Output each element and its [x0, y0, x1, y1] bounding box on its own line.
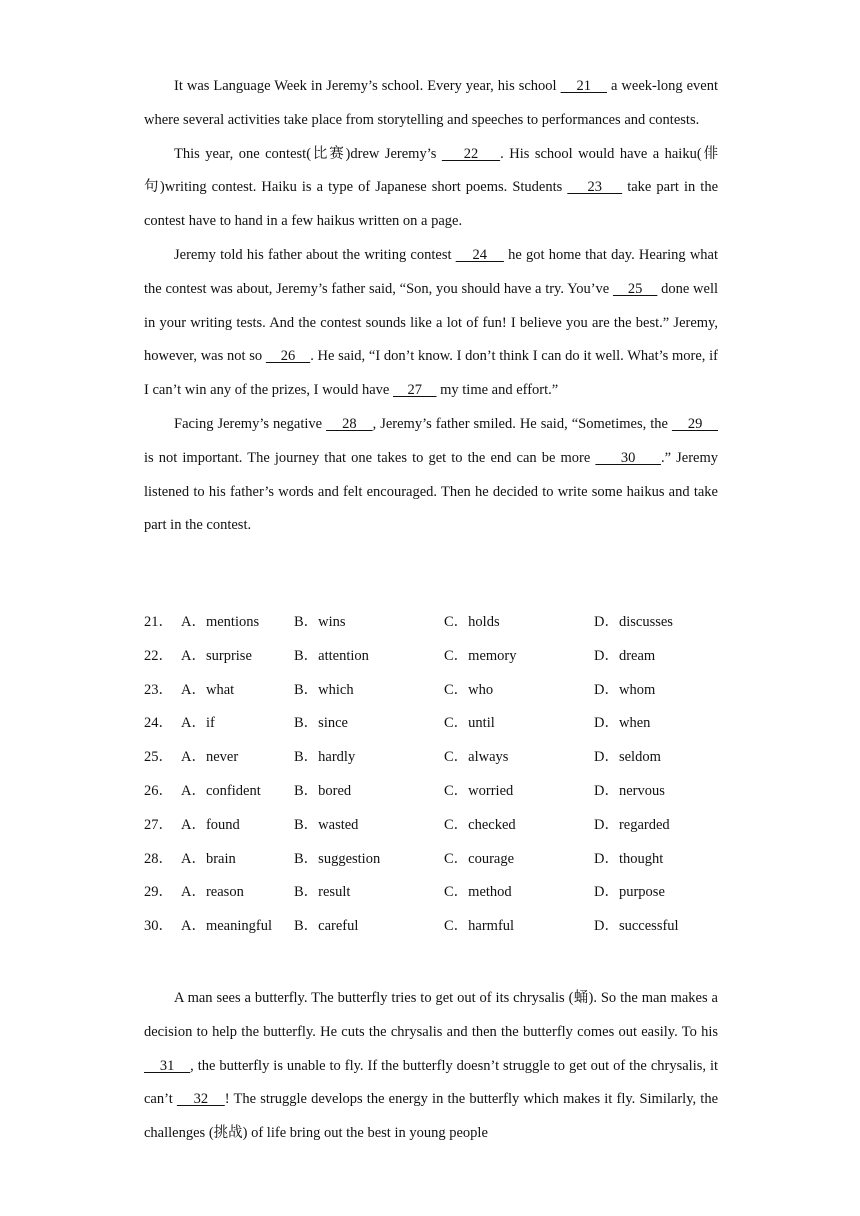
- passage-text: . His school would have a haiku(俳句)writing contest. Haiku is a type of Japanese short poems. Students: [144, 145, 719, 196]
- question-number: 28．: [144, 850, 173, 867]
- passage-text: my time and effort.”: [436, 382, 559, 399]
- option-a: A．confident: [181, 782, 261, 799]
- option-b: B．since: [294, 715, 348, 732]
- question-number: 23．: [144, 681, 173, 698]
- question-number: 29．: [144, 884, 173, 901]
- question-row: [144, 809, 718, 843]
- question-row: [144, 910, 718, 944]
- answer-blank: 22: [441, 145, 501, 162]
- option-d: D．thought: [594, 850, 664, 867]
- option-b: B．suggestion: [294, 850, 381, 867]
- option-c: C．checked: [444, 816, 516, 833]
- option-b: B．careful: [294, 918, 359, 935]
- option-d: D．regarded: [594, 816, 670, 833]
- option-c: C．harmful: [444, 918, 515, 935]
- answer-blank: 31: [144, 1057, 191, 1074]
- passage-text: Jeremy told his father about the writing contest: [174, 246, 456, 263]
- question-row: [144, 674, 718, 708]
- option-b: B．wasted: [294, 816, 359, 833]
- option-d: D．seldom: [594, 749, 661, 766]
- option-c: C．method: [444, 884, 512, 901]
- passage-text: It was Language Week in Jeremy’s school. Every year, his school: [174, 78, 561, 94]
- passage2-paragraph: [144, 982, 718, 1151]
- option-a: A．if: [181, 715, 215, 732]
- option-c: C．holds: [444, 614, 500, 630]
- passage1-paragraph: [144, 70, 718, 138]
- option-d: D．purpose: [594, 884, 665, 901]
- option-b: B．result: [294, 884, 351, 901]
- option-d: D．whom: [594, 681, 656, 698]
- passage-text: a week-long event where several activities take place from storytelling and speeches to performances and contests.: [144, 78, 719, 128]
- option-a: A．mentions: [181, 614, 260, 630]
- option-d: D．successful: [594, 918, 679, 935]
- question-number: 21．: [144, 614, 173, 630]
- option-c: C．worried: [444, 782, 514, 799]
- answer-blank: 26: [265, 348, 311, 365]
- option-d: D．discusses: [594, 614, 673, 630]
- option-b: B．hardly: [294, 749, 356, 766]
- passage-text: is not important. The journey that one takes to get to the end can be more: [144, 449, 596, 466]
- question-number: 27．: [144, 816, 173, 833]
- option-b: B．wins: [294, 614, 346, 630]
- question-number: 30．: [144, 918, 173, 935]
- option-a: A．surprise: [181, 647, 252, 664]
- passage-text: done well in your writing tests. And the contest sounds like a lot of fun! I believe you are the best.” Jeremy, however, was not so: [144, 280, 718, 365]
- passage-text: take part in the contest have to hand in a few haikus written on a page.: [144, 179, 719, 230]
- answer-blank: 32: [176, 1091, 225, 1108]
- option-a: A．reason: [181, 884, 244, 901]
- question-row: [144, 606, 718, 640]
- answer-options: [144, 606, 718, 944]
- question-number: 26．: [144, 782, 173, 799]
- option-a: A．brain: [181, 850, 236, 867]
- passage-text: ! The struggle develops the energy in the butterfly which makes it fly. Similarly, the challenges (挑战) of life bring out the best in young people: [144, 1091, 719, 1142]
- option-c: C．who: [444, 681, 494, 698]
- passage-butterfly: [144, 982, 718, 1151]
- option-a: A．meaningful: [181, 918, 273, 935]
- option-c: C．until: [444, 715, 495, 732]
- passage-text: A man sees a butterfly. The butterfly tries to get out of its chrysalis (蛹). So the man makes a decision to help the butterfly. He cuts the chrysalis and then the butterfly comes out easily. To his: [144, 990, 718, 1040]
- passage-text: Facing Jeremy’s negative: [174, 415, 327, 432]
- question-number: 25．: [144, 749, 173, 766]
- answer-blank: 29: [671, 415, 719, 432]
- passage1-paragraph: [144, 408, 718, 543]
- answer-blank: 23: [567, 179, 623, 196]
- question-row: [144, 876, 718, 910]
- passage-language-week: [144, 70, 718, 543]
- answer-blank: 21: [560, 78, 607, 94]
- passage-text: he got home that day. Hearing what the contest was about, Jeremy’s father said, “Son, you should have a try. You’ve: [144, 246, 719, 297]
- answer-blank: 28: [326, 415, 373, 432]
- answer-blank: 27: [392, 382, 437, 399]
- passage-text: .” Jeremy listened to his father’s words and felt encouraged. Then he decided to write some haikus and take part in the contest.: [144, 449, 718, 534]
- option-c: C．always: [444, 749, 509, 766]
- option-d: D．dream: [594, 647, 656, 664]
- question-number: 22．: [144, 647, 173, 664]
- option-b: B．which: [294, 681, 354, 698]
- option-d: D．when: [594, 715, 651, 732]
- question-row: [144, 843, 718, 877]
- option-a: A．found: [181, 816, 240, 833]
- option-c: C．courage: [444, 850, 515, 867]
- passage-text: , the butterfly is unable to fly. If the butterfly doesn’t struggle to get out of the chrysalis, it can’t: [144, 1057, 719, 1108]
- question-row: [144, 640, 718, 674]
- option-c: C．memory: [444, 647, 517, 664]
- question-row: [144, 741, 718, 775]
- answer-blank: 30: [595, 449, 661, 466]
- option-b: B．bored: [294, 782, 352, 799]
- option-b: B．attention: [294, 647, 369, 664]
- option-a: A．never: [181, 749, 239, 766]
- question-number: 24．: [144, 715, 173, 732]
- passage-text: This year, one contest(比赛)drew Jeremy’s: [174, 145, 442, 162]
- question-row: [144, 707, 718, 741]
- passage-text: . He said, “I don’t know. I don’t think I can do it well. What’s more, if I can’t win any of the prizes, I would have: [144, 348, 719, 399]
- passage-text: , Jeremy’s father smiled. He said, “Sometimes, the: [372, 415, 672, 432]
- option-a: A．what: [181, 681, 235, 698]
- option-d: D．nervous: [594, 782, 665, 799]
- question-row: [144, 775, 718, 809]
- passage1-paragraph: [144, 138, 718, 239]
- answer-blank: 25: [612, 280, 658, 297]
- answer-blank: 24: [455, 246, 504, 263]
- passage1-paragraph: [144, 239, 718, 408]
